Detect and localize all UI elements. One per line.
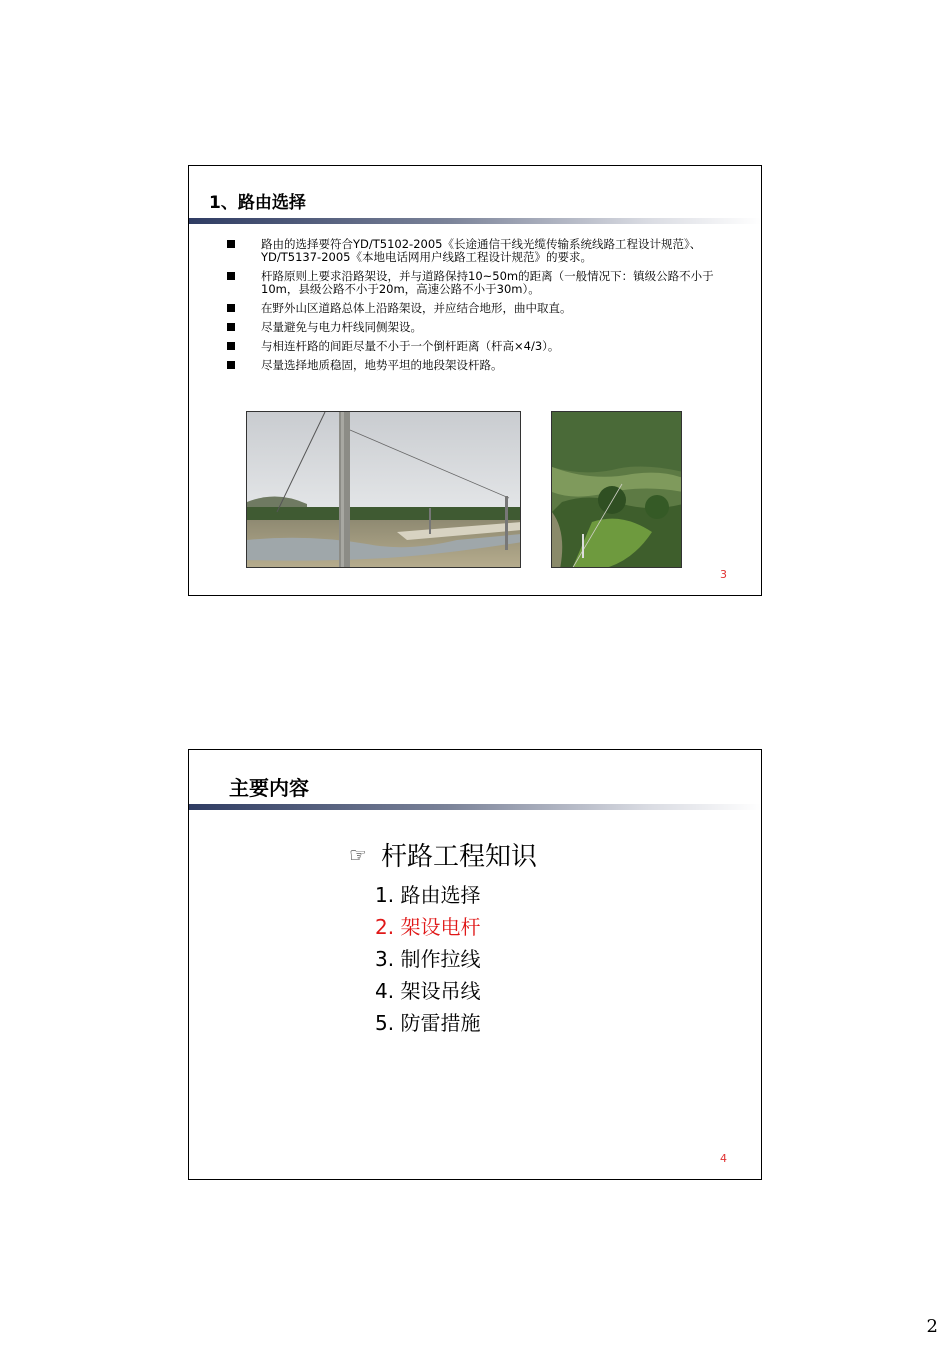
slide-3-title-rule [189, 218, 761, 224]
toc-item: 4. 架设吊线 [375, 979, 481, 1003]
square-bullet-icon [227, 240, 235, 248]
slide-4 [188, 749, 762, 1180]
slide-3 [188, 165, 762, 596]
bullet-item: 杆路原则上要求沿路架设，并与道路保持10~50m的距离（一般情况下：镇级公路不小于10m，县级公路不小于20m，高速公路不小于30m）。 [227, 270, 727, 296]
bullet-item: 在野外山区道路总体上沿路架设，并应结合地形，曲中取直。 [227, 302, 727, 315]
bullet-item: 与相连杆路的间距尽量不小于一个倒杆距离（杆高×4/3）。 [227, 340, 727, 353]
slide-4-page-number: 4 [720, 1152, 727, 1165]
slide-4-title-rule [189, 804, 761, 810]
toc-list [375, 879, 537, 1039]
toc-item: 3. 制作拉线 [375, 947, 481, 971]
toc-heading [349, 836, 537, 873]
square-bullet-icon [227, 304, 235, 312]
slide-4-title: 主要内容 [229, 776, 309, 800]
document-page-number: 2 [926, 1316, 938, 1337]
bullet-item: 尽量选择地质稳固，地势平坦的地段架设杆路。 [227, 359, 727, 372]
square-bullet-icon [227, 342, 235, 350]
bullet-item: 尽量避免与电力杆线同侧架设。 [227, 321, 727, 334]
toc-item: 5. 防雷措施 [375, 1011, 481, 1035]
bullet-item: 路由的选择要符合YD/T5102-2005《长途通信干线光缆传输系统线路工程设计规范》、YD/T5137-2005《本地电话网用户线路工程设计规范》的要求。 [227, 238, 727, 264]
square-bullet-icon [227, 361, 235, 369]
toc-item: 1. 路由选择 [375, 883, 481, 907]
square-bullet-icon [227, 272, 235, 280]
pole-line-field-photo [246, 411, 521, 568]
toc-heading-text: 杆路工程知识 [381, 842, 538, 872]
square-bullet-icon [227, 323, 235, 331]
slide-3-bullet-list [227, 238, 727, 378]
slide-3-title: 1、路由选择 [209, 193, 306, 213]
toc-item-active: 2. 架设电杆 [375, 915, 481, 939]
slide-3-page-number: 3 [720, 568, 727, 581]
hillside-pole-line-photo [551, 411, 682, 568]
pointing-hand-icon: ☞ [349, 842, 367, 867]
table-of-contents [349, 836, 537, 1039]
